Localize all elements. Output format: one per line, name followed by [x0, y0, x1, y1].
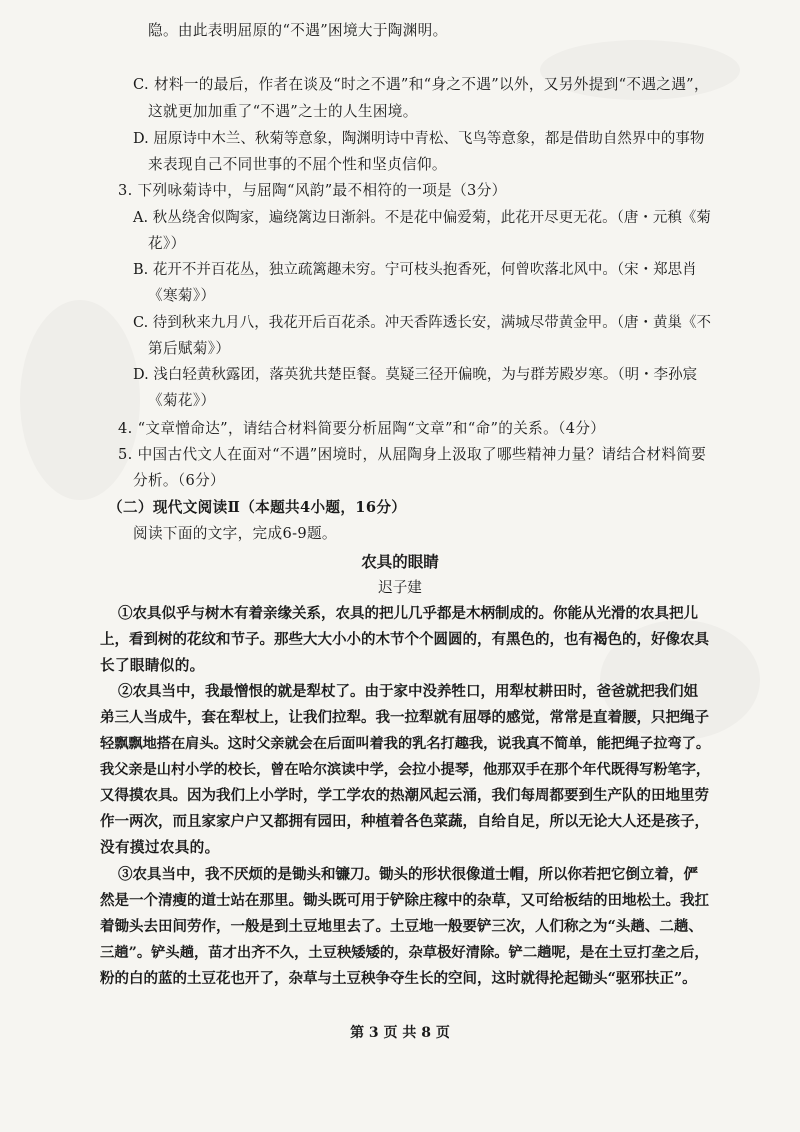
text-line: 分析。（6分） [133, 472, 225, 489]
text-line: 第后赋菊》） [148, 340, 231, 357]
article-line: 然是一个清瘦的道士站在那里。锄头既可用于铲除庄稼中的杂草，又可给板结的田地松土。我扛 [100, 892, 709, 909]
article-line: 粉的白的蓝的土豆花也开了，杂草与土豆秧争夺生长的空间，这时就得抡起锄头“驱邪扶正”。 [100, 970, 697, 987]
section-heading: （二）现代文阅读Ⅱ（本题共4小题，16分） [108, 499, 407, 516]
scan-smudge [20, 300, 140, 500]
text-line: 这就更加加重了“不遇”之士的人生困境。 [148, 103, 418, 120]
option-a-line: A. 秋丛绕舍似陶家，遍绕篱边日渐斜。不是花中偏爱菊，此花开尽更无花。（唐・元稹《菊 [133, 210, 711, 226]
article-line: ③农具当中，我不厌烦的是锄头和镰刀。锄头的形状很像道士帽，所以你若把它倒立着，俨 [118, 866, 698, 883]
article-line: 长了眼睛似的。 [100, 657, 205, 674]
option-d-line: D. 浅白轻黄秋露团，落英犹共楚臣餐。莫疑三径开偏晚，为与群芳殿岁寒。（明・李孙宸 [133, 367, 698, 383]
article-author: 迟子建 [378, 579, 422, 596]
article-line: 没有摸过农具的。 [100, 839, 220, 856]
question-5: 5. 中国古代文人在面对“不遇”困境时，从屈陶身上汲取了哪些精神力量？请结合材料简要 [118, 446, 707, 463]
question-3: 3. 下列咏菊诗中，与屈陶“风韵”最不相符的一项是（3分） [118, 182, 507, 199]
article-line: 我父亲是山村小学的校长，曾在哈尔滨读中学，会拉小提琴，他那双手在那个年代既得写粉笔字， [100, 762, 711, 778]
page-footer: 第 3 页 共 8 页 [350, 1025, 450, 1041]
question-4: 4. “文章憎命达”，请结合材料简要分析屈陶“文章”和“命”的关系。（4分） [118, 420, 606, 437]
article-line: ②农具当中，我最憎恨的就是犁杖了。由于家中没养牲口，用犁杖耕田时，爸爸就把我们姐 [118, 683, 698, 700]
article-line: 又得摸农具。因为我们上小学时，学工学农的热潮风起云涌，我们每周都要到生产队的田地里劳 [100, 787, 709, 804]
article-title: 农具的眼睛 [361, 552, 439, 571]
article-line: 上，看到树的花纹和节子。那些大大小小的木节个个圆圆的，有黑色的，也有褐色的，好像农具 [100, 631, 709, 648]
article-line: ①农具似乎与树木有着亲缘关系，农具的把儿几乎都是木柄制成的。你能从光滑的农具把儿 [118, 605, 698, 622]
article-line: 作一两次，而且家家户户又都拥有园田，种植着各色菜蔬，自给自足，所以无论大人还是孩子， [100, 813, 709, 830]
text-line: 花》） [148, 235, 186, 252]
article-line: 弟三人当成牛，套在犁杖上，让我们拉犁。我一拉犁就有屈辱的感觉，常常是直着腰，只把绳子 [100, 709, 709, 726]
text-line: 来表现自己不同世事的不屈个性和坚贞信仰。 [148, 156, 447, 173]
instruction: 阅读下面的文字，完成6-9题。 [133, 525, 337, 542]
article-line: 三趟”。铲头趟，苗才出齐不久，土豆秧矮矮的，杂草极好清除。铲二趟呢，是在土豆打垄之后， [100, 945, 709, 961]
option-b-line: B. 花开不并百花丛，独立疏篱趣未穷。宁可枝头抱香死，何曾吹落北风中。（宋・郑思肖 [133, 262, 697, 278]
option-c-line: C. 待到秋来九月八，我花开后百花杀。冲天香阵透长安，满城尽带黄金甲。（唐・黄巢《不 [133, 315, 712, 331]
option-d-line: D. 屈原诗中木兰、秋菊等意象，陶渊明诗中青松、飞鸟等意象，都是借助自然界中的事物 [133, 131, 705, 147]
text-line: 《菊花》） [148, 392, 216, 409]
text-line: 隐。由此表明屈原的“不遇”困境大于陶渊明。 [148, 22, 448, 39]
option-c-line: C. 材料一的最后，作者在谈及“时之不遇”和“身之不遇”以外，又另外提到“不遇之遇”， [133, 76, 709, 93]
article-line: 轻飘飘地搭在肩头。这时父亲就会在后面叫着我的乳名打趣我，说我真不简单，能把绳子拉弯了。 [100, 736, 711, 752]
article-line: 着锄头去田间劳作，一般是到土豆地里去了。土豆地一般要铲三次，人们称之为“头趟、二趟、 [100, 918, 703, 935]
text-line: 《寒菊》） [148, 287, 216, 304]
